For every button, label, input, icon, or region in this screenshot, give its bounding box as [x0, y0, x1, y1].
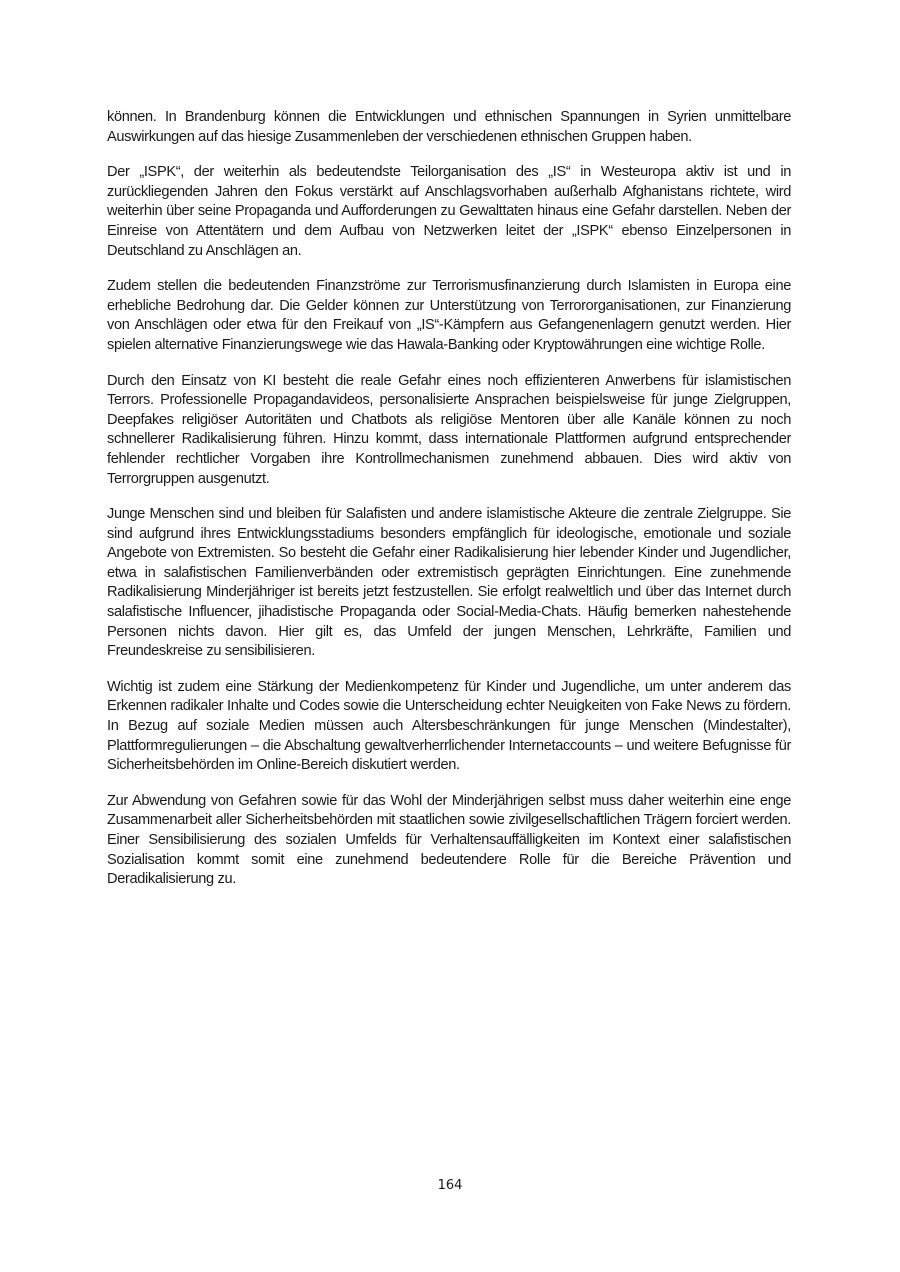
paragraph-media-literacy: Wichtig ist zudem eine Stärkung der Medienkompetenz für Kinder und Jugendliche, um unter anderem das Erkennen radikaler Inhalte und Codes sowie die Unterscheidung echter Neuigkeiten von Fake News zu fördern. In Bezug auf soziale Medien müssen auch Altersbeschränkungen für junge Menschen (Mindestalter), Plattformregulierungen – die Abschaltung gewaltverherrlichender Internetaccounts – und weitere Befugnisse für Sicherheitsbehörden im Online-Bereich diskutiert werden. — [107, 678, 791, 774]
paragraph-terror-financing: Zudem stellen die bedeutenden Finanzströme zur Terrorismusfinanzierung durch Islamisten in Europa eine erhebliche Bedrohung dar. Die Gelder können zur Unterstützung von Terrororganisationen, zur Finanzierung von Anschlägen oder etwa für den Freikauf von „IS“-Kämpfern aus Gefangenenlagern genutzt werden. Hier spielen alternative Finanzierungswege wie das Hawala-Banking oder Kryptowährungen eine wichtige Rolle. — [107, 278, 791, 353]
document-body — [107, 108, 791, 906]
paragraph-young-people: Junge Menschen sind und bleiben für Salafisten und andere islamistische Akteure die zentrale Zielgruppe. Sie sind aufgrund ihres Entwicklungsstadiums besonders empfänglich für ideologische, emotionale und soziale Angebote von Extremisten. So besteht die Gefahr einer Radikalisierung hier lebender Kinder und Jugendlicher, etwa in salafistischen Familienverbänden oder extremistisch geprägten Einrichtungen. Eine zunehmende Radikalisierung Minderjähriger ist bereits jetzt festzustellen. Sie erfolgt realweltlich und über das Internet durch salafistische Influencer, jihadistische Propaganda oder Social-Media-Chats. Häufig bemerken nahestehende Personen nichts davon. Hier gilt es, das Umfeld der jungen Menschen, Lehrkräfte, Familien und Freundeskreise zu sensibilisieren. — [107, 506, 791, 660]
paragraph-cooperation: Zur Abwendung von Gefahren sowie für das Wohl der Minderjährigen selbst muss daher weiterhin eine enge Zusammenarbeit aller Sicherheitsbehörden mit staatlichen sowie zivilgesellschaftlichen Trägern forciert werden. Einer Sensibilisierung des sozialen Umfelds für Verhaltensauffälligkeiten im Kontext einer salafistischen Sozialisation kommt somit eine zunehmend bedeutendere Rolle für die Bereiche Prävention und Deradikalisierung zu. — [107, 792, 791, 888]
page-number: 164 — [437, 1178, 463, 1193]
paragraph-ispk: Der „ISPK“, der weiterhin als bedeutendste Teilorganisation des „IS“ in Westeuropa aktiv ist und in zurückliegenden Jahren den Fokus verstärkt auf Anschlagsvorhaben außerhalb Afghanistans richtete, wird weiterhin über seine Propaganda und Aufforderungen zu Gewalttaten hinaus eine Gefahr darstellen. Neben der Einreise von Attentätern und dem Aufbau von Netzwerken leitet der „ISPK“ ebenso Einzelpersonen in Deutschland zu Anschlägen an. — [107, 164, 791, 259]
paragraph-syria-tensions: können. In Brandenburg können die Entwicklungen und ethnischen Spannungen in Syrien unmittelbare Auswirkungen auf das hiesige Zusammenleben der verschiedenen ethnischen Gruppen haben. — [107, 109, 791, 145]
paragraph-ai-recruitment: Durch den Einsatz von KI besteht die reale Gefahr eines noch effizienteren Anwerbens für islamistischen Terrors. Professionelle Propagandavideos, personalisierte Ansprachen beispielsweise für junge Zielgruppen, Deepfakes religiöser Autoritäten und Chatbots als religiöse Mentoren über alle Kanäle können zu noch schnellerer Radikalisierung führen. Hinzu kommt, dass internationale Plattformen aufgrund entsprechender fehlender rechtlicher Vorgaben ihre Kontrollmechanismen zunehmend abbauen. Dies wird aktiv von Terrorgruppen ausgenutzt. — [107, 372, 791, 487]
